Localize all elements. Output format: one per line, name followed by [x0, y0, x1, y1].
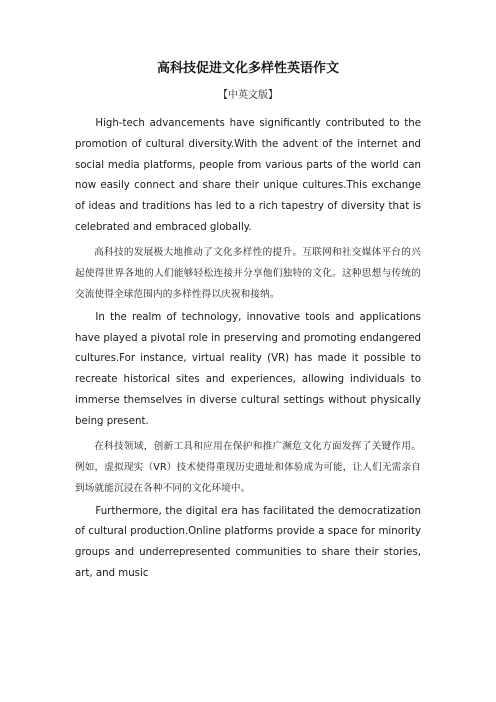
- paragraph-zh-2: 在科技领域，创新工具和应用在保护和推广濒危文化方面发挥了关键作用。例如，虚拟现实（VR）技术使得重现历史遗址和体验成为可能，让人们无需亲自到场就能沉浸在各种不同的文化环境中。: [75, 440, 421, 494]
- document-title: 高科技促进文化多样性英语作文: [156, 61, 339, 76]
- paragraph-zh-1: 高科技的发展极大地推动了文化多样性的提升。互联网和社交媒体平台的兴起使得世界各地的人们能够轻松连接并分享他们独特的文化。这种思想与传统的交流使得全球范围内的多样性得以庆祝和接纳。: [75, 246, 421, 300]
- document-subtitle: 【中英文版】: [218, 90, 278, 101]
- paragraph-en-1: High-tech advancements have significantly contributed to the promotion of cultural diversity.With the advent of the internet and social media platforms, people from various parts of the world can now easily connect and share their unique cultures.This exchange of ideas and traditions has led to a rich tapestry of diversity that is celebrated and embraced globally.: [75, 118, 421, 233]
- paragraph-en-3: Furthermore, the digital era has facilitated the democratization of cultural production.Online platforms provide a space for minority groups and underrepresented communities to share their stories, art, and music: [75, 505, 421, 579]
- paragraph-en-2: In the realm of technology, innovative tools and applications have played a pivotal role in preserving and promoting endangered cultures.For instance, virtual reality (VR) has made it possible to recreate historical sites and experiences, allowing individuals to immerse themselves in diverse cultural settings without physically being present.: [75, 311, 421, 427]
